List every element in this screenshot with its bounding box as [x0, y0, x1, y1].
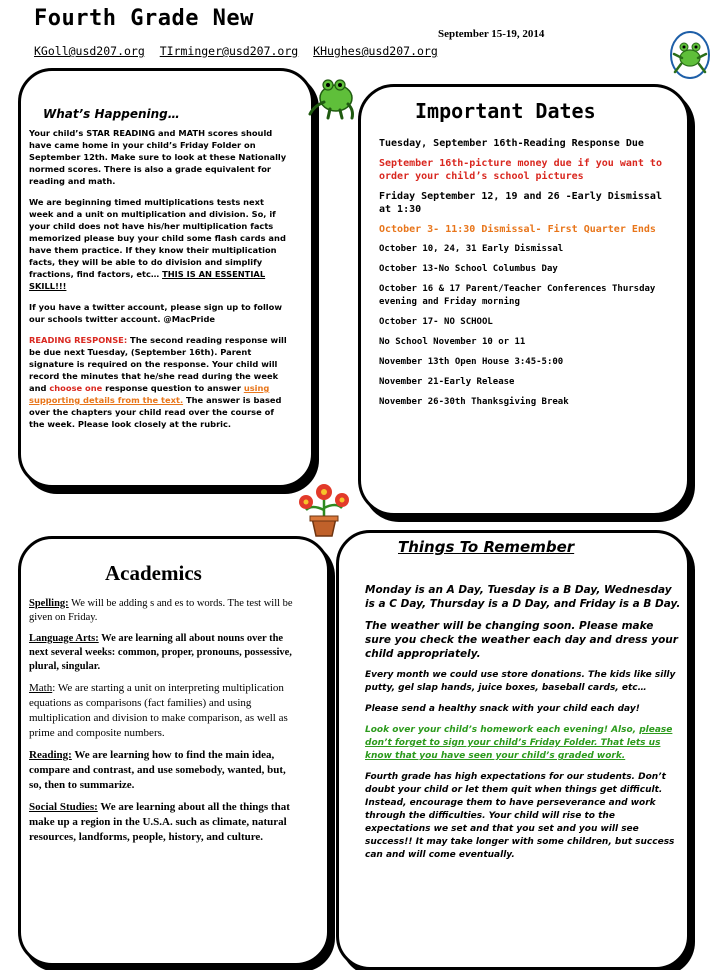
email-link-3[interactable]: KHughes@usd207.org: [313, 44, 438, 58]
social-studies-paragraph: Social Studies: We are learning about all the things that make up a region in the U.S.A. such as climate, natural resources, landforms, people, history, and culture.: [29, 801, 290, 843]
important-dates-list: [379, 137, 679, 416]
academics-title: Academics: [105, 561, 202, 585]
academics-panel: [18, 536, 330, 966]
date-item: November 13th Open House 3:45-5:00: [379, 357, 564, 367]
things-to-remember-title: Things To Remember: [398, 538, 575, 556]
expectations-paragraph: Fourth grade has high expectations for our students. Don’t doubt your child or let them quit when things get difficult. Instead, encourage them to have perseverance and work through the difficulties. Your child will rise to the expectations we set and that you set and you will see success!! It may take longer with some children, but success can and will come eventually.: [365, 772, 675, 860]
date-item: October 3- 11:30 Dismissal- First Quarter Ends: [379, 224, 656, 235]
date-item: October 17- NO SCHOOL: [379, 317, 493, 327]
spelling-paragraph: Spelling: We will be adding s and es to words. The test will be given on Friday.: [29, 598, 293, 623]
date-item: October 13-No School Columbus Day: [379, 264, 558, 274]
whats-happening-title: What’s Happening…: [43, 107, 180, 121]
things-to-remember-panel: [336, 530, 690, 970]
newsletter-title: Fourth Grade New: [34, 6, 254, 31]
homework-paragraph: Look over your child’s homework each evening! Also, please don’t forget to sign your child’s Friday Folder. That lets us know that you have seen your child’s graded work.: [365, 725, 673, 761]
multiplication-paragraph: We are beginning timed multiplications tests next week and a unit on multiplication and division. So, if your child does not have his/her multiplication facts memorized please buy your child some flash cards and have them practice. If they know their multiplication facts, they will be able to do division and simplify fractions, find factors, etc… THIS IS AN ESSENTIAL SKILL!!!: [29, 197, 286, 291]
date-item: October 16 & 17 Parent/Teacher Conferences Thursday evening and Friday morning: [379, 284, 656, 307]
things-to-remember-body: [365, 583, 681, 870]
important-dates-panel: [358, 84, 690, 516]
reading-response-paragraph: READING RESPONSE: The second reading response will be due next Tuesday, (September 16th). Parent signature is required on the response. Your child will record the minutes that he/she read during the week and choose one response question to answer using supporting details from the text. The answer is based over the chapters your child read over the course of the week. Please look closely at the rubric.: [29, 335, 287, 429]
frog-icon: [668, 30, 712, 80]
reading-paragraph: Reading: We are learning how to find the main idea, compare and contrast, and use somebody, wanted, but, so, then to summarize.: [29, 749, 286, 791]
date-item: November 21-Early Release: [379, 377, 515, 387]
weather-paragraph: The weather will be changing soon. Please make sure you check the weather each day and dress your child appropriately.: [365, 620, 678, 660]
date-item: Friday September 12, 19 and 26 -Early Dismissal at 1:30: [379, 191, 662, 215]
academics-body: [29, 597, 299, 852]
date-item: September 16th-picture money due if you want to order your child’s school pictures: [379, 158, 662, 182]
twitter-paragraph: If you have a twitter account, please sign up to follow our schools twitter account. @MacPride: [29, 302, 283, 324]
whats-happening-panel: [18, 68, 314, 488]
date-item: October 10, 24, 31 Early Dismissal: [379, 244, 564, 254]
language-arts-paragraph: Language Arts: We are learning all about nouns over the next several weeks: common, proper, pronouns, possessive, plural, singular.: [29, 633, 292, 672]
email-link-2[interactable]: TIrminger@usd207.org: [159, 44, 299, 58]
date-item: November 26-30th Thanksgiving Break: [379, 397, 569, 407]
newsletter-date: September 15-19, 2014: [438, 28, 545, 40]
snack-paragraph: Please send a healthy snack with your child each day!: [365, 704, 640, 714]
day-rotation-paragraph: Monday is an A Day, Tuesday is a B Day, Wednesday is a C Day, Thursday is a D Day, and Friday is a B Day.: [365, 584, 681, 610]
whats-happening-body: [29, 127, 291, 439]
important-dates-title: Important Dates: [415, 99, 596, 123]
date-item: No School November 10 or 11: [379, 337, 526, 347]
star-scores-paragraph: Your child’s STAR READING and MATH scores should have came home in your child’s Friday Folder on September 12th. Make sure to look at these Nationally normed scores. There is also a grade equivalent for reading and math.: [29, 128, 287, 186]
frog-hanging-icon: [306, 74, 358, 120]
donations-paragraph: Every month we could use store donations. The kids like silly putty, gel slap hands, juice boxes, baseball cards, etc…: [365, 670, 676, 693]
email-link-1[interactable]: KGoll@usd207.org: [34, 44, 145, 58]
date-item: Tuesday, September 16th-Reading Response Due: [379, 138, 644, 149]
email-links: [34, 44, 446, 58]
flower-pot-icon: [292, 480, 356, 538]
math-paragraph: Math: We are starting a unit on interpreting multiplication equations as comparisons (fact families) and using multiplication and division to make comparison, as well as prime and composite numbers.: [29, 682, 288, 739]
